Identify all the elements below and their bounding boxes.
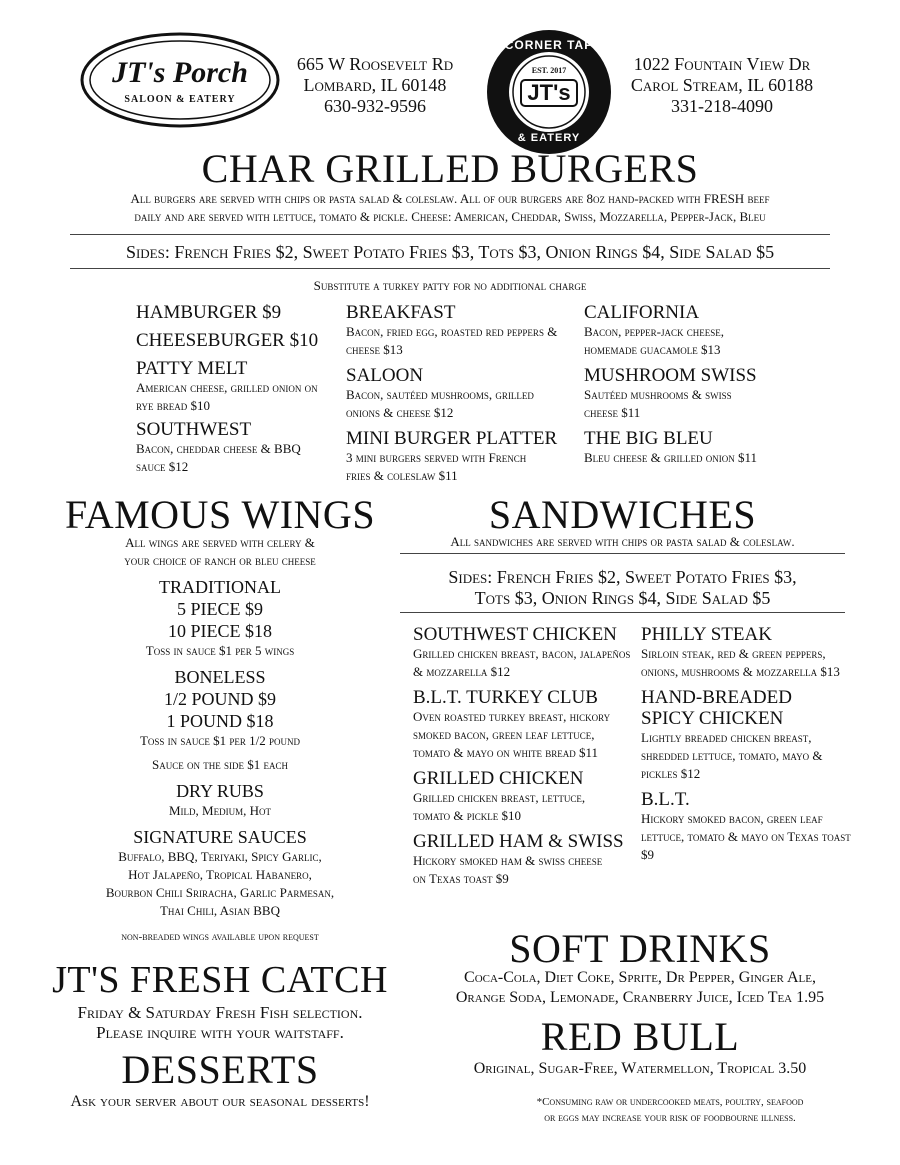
menu-item-desc: American cheese, grilled onion on rye bread $10 <box>136 380 318 413</box>
jts-porch-logo <box>80 32 280 128</box>
sandwiches-column-1 <box>413 624 635 888</box>
burgers-substitute-note: Substitute a turkey patty for no additional charge <box>313 278 587 293</box>
menu-item-desc: Bacon, cheddar cheese & BBQ sauce $12 <box>136 441 301 474</box>
fresh-catch-text <box>20 1003 420 1043</box>
burgers-title: CHAR GRILLED BURGERS <box>201 146 699 191</box>
sandwiches-column-2 <box>641 624 856 864</box>
desserts-line: Ask your server about our seasonal desserts! <box>70 1093 370 1110</box>
corner-tap-logo-name: JT's <box>527 80 571 105</box>
menu-item-desc: Hickory smoked bacon, green leaf lettuce, tomato & mayo on Texas toast $9 <box>641 811 851 862</box>
menu-item-name: HAMBURGER $9 <box>136 302 282 323</box>
right-location <box>612 54 832 117</box>
menu-item-name: CALIFORNIA <box>584 302 700 323</box>
disclaimer-line2: or eggs may increase your risk of foodbourne illness. <box>544 1112 796 1124</box>
menu-item-desc: Hickory smoked ham & swiss cheese on Texas toast $9 <box>413 853 603 886</box>
wings-signature-title: SIGNATURE SAUCES <box>133 827 307 847</box>
left-city: Lombard, IL 60148 <box>303 75 447 95</box>
wings-boneless-toss-note: Toss in sauce $1 per 1/2 pound <box>139 733 301 748</box>
sandwiches-sides <box>400 567 845 609</box>
burgers-column-3 <box>584 302 814 467</box>
menu-item-name: GRILLED CHICKEN <box>413 768 584 789</box>
fresh-catch-line1: Friday & Saturday Fresh Fish selection. <box>77 1003 363 1022</box>
wings-boneless-title: BONELESS <box>174 667 266 687</box>
sandwiches-sides-line1: Sides: French Fries $2, Sweet Potato Fries $3, <box>448 567 797 587</box>
wings-section <box>40 534 400 946</box>
menu-item-desc: Lightly breaded chicken breast, shredded lettuce, tomato, mayo & pickles $12 <box>641 730 823 781</box>
menu-item-desc: Oven roasted turkey breast, hickory smoked bacon, green leaf lettuce, tomato & mayo on white bread $11 <box>413 709 611 760</box>
wings-toss-note: Toss in sauce $1 per 5 wings <box>145 643 295 658</box>
health-disclaimer <box>470 1094 870 1126</box>
sandwiches-intro: All sandwiches are served with chips or pasta salad & coleslaw. <box>450 534 795 549</box>
divider <box>400 612 845 613</box>
menu-item-desc: Bacon, sautéed mushrooms, grilled onions & cheese $12 <box>346 387 534 420</box>
burgers-column-1 <box>136 302 336 476</box>
menu-item-name: SALOON <box>346 365 424 386</box>
soft-drinks-list <box>420 968 860 1008</box>
wings-signature-line1: Buffalo, BBQ, Teriyaki, Spicy Garlic, <box>118 849 322 864</box>
burgers-intro-line2: daily and are served with lettuce, tomato & pickle. Cheese: American, Cheddar, Swiss, Mozzarella, Pepper-Jack, Bleu <box>134 209 766 224</box>
soft-drinks-title: SOFT DRINKS <box>509 926 771 971</box>
burgers-intro <box>20 190 880 226</box>
left-street: 665 W Roosevelt Rd <box>296 54 454 74</box>
wings-half-pound: 1/2 POUND $9 <box>163 689 276 709</box>
corner-tap-logo-est: EST. 2017 <box>531 66 567 75</box>
wings-dry-rubs-title: DRY RUBS <box>176 781 264 801</box>
right-phone: 331-218-4090 <box>671 96 773 116</box>
menu-item-desc: Grilled chicken breast, bacon, jalapeños & mozzarella $12 <box>413 646 631 679</box>
corner-tap-logo-bottom: & EATERY <box>517 132 581 144</box>
wings-title: FAMOUS WINGS <box>64 492 376 537</box>
wings-traditional-title: TRADITIONAL <box>159 577 281 597</box>
wings-dry-rubs-list: Mild, Medium, Hot <box>169 803 271 818</box>
red-bull-title: RED BULL <box>540 1014 740 1059</box>
sandwiches-sides-line2: Tots $3, Onion Rings $4, Side Salad $5 <box>474 588 771 608</box>
menu-item-desc: Sautéed mushrooms & swiss cheese $11 <box>584 387 732 420</box>
divider <box>70 234 830 235</box>
porch-logo-name: JT's Porch <box>112 56 248 89</box>
red-bull-list: Original, Sugar-Free, Watermellon, Tropical 3.50 <box>473 1060 807 1077</box>
menu-item-name: THE BIG BLEU <box>584 428 713 449</box>
fresh-catch-title: JT'S FRESH CATCH <box>52 959 388 1001</box>
menu-item-name: B.L.T. TURKEY CLUB <box>413 687 598 708</box>
right-city: Carol Stream, IL 60188 <box>630 75 814 95</box>
menu-item-name: BREAKFAST <box>346 302 456 323</box>
menu-item-desc: Bacon, fried egg, roasted red peppers & cheese $13 <box>346 324 558 357</box>
burgers-column-2 <box>346 302 566 485</box>
fresh-catch-line2: Please inquire with your waitstaff. <box>96 1023 344 1042</box>
wings-signature-line2: Hot Jalapeño, Tropical Habanero, <box>128 867 312 882</box>
wings-intro-line1: All wings are served with celery & <box>125 535 315 550</box>
menu-item-name: B.L.T. <box>641 789 690 810</box>
menu-item-name: SOUTHWEST CHICKEN <box>413 624 617 645</box>
menu-item-name: PATTY MELT <box>136 358 248 379</box>
menu-item-desc: 3 mini burgers served with French fries & coleslaw $11 <box>346 450 527 483</box>
menu-item-name: HAND-BREADED SPICY CHICKEN <box>641 687 792 729</box>
menu-item-name: GRILLED HAM & SWISS <box>413 831 624 852</box>
desserts-title: DESSERTS <box>121 1047 319 1092</box>
menu-item-desc: Grilled chicken breast, lettuce, tomato & pickle $10 <box>413 790 586 823</box>
menu-item-desc: Sirloin steak, red & green peppers, onions, mushrooms & mozzarella $13 <box>641 646 840 679</box>
corner-tap-logo-top: CORNER TAP <box>504 38 594 52</box>
menu-item-desc: Bacon, pepper-jack cheese, homemade guacamole $13 <box>584 324 725 357</box>
menu-item-desc: Bleu cheese & grilled onion $11 <box>584 450 758 465</box>
disclaimer-line1: *Consuming raw or undercooked meats, poultry, seafood <box>536 1096 804 1108</box>
wings-intro-line2: your choice of ranch or bleu cheese <box>124 553 316 568</box>
wings-sauce-side-note: Sauce on the side $1 each <box>152 757 288 772</box>
porch-logo-sub: SALOON & EATERY <box>124 94 236 105</box>
sandwiches-title: SANDWICHES <box>488 492 757 537</box>
menu-item-name: MUSHROOM SWISS <box>584 365 757 386</box>
left-phone: 630-932-9596 <box>324 96 426 116</box>
burgers-intro-line1: All burgers are served with chips or pasta salad & coleslaw. All of our burgers are 8oz hand-packed with FRESH beef <box>130 191 770 206</box>
wings-one-pound: 1 POUND $18 <box>166 711 274 731</box>
divider <box>400 553 845 554</box>
menu-item-name: PHILLY STEAK <box>641 624 772 645</box>
soft-drinks-line2: Orange Soda, Lemonade, Cranberry Juice, Iced Tea 1.95 <box>455 989 825 1006</box>
burgers-sides: Sides: French Fries $2, Sweet Potato Fries $3, Tots $3, Onion Rings $4, Side Salad $5 <box>125 242 775 262</box>
wings-nonbreaded-note: non-breaded wings available upon request <box>121 931 319 943</box>
wings-5-piece: 5 PIECE $9 <box>176 599 263 619</box>
wings-signature-line3: Bourbon Chili Sriracha, Garlic Parmesan, <box>105 885 335 900</box>
divider <box>70 268 830 269</box>
wings-signature-line4: Thai Chili, Asian BBQ <box>159 903 280 918</box>
right-street: 1022 Fountain View Dr <box>633 54 811 74</box>
menu-item-name: SOUTHWEST <box>136 419 252 440</box>
menu-item-name: CHEESEBURGER $10 <box>136 330 319 351</box>
jts-corner-tap-logo <box>485 28 613 156</box>
left-location <box>280 54 470 117</box>
soft-drinks-line1: Coca-Cola, Diet Coke, Sprite, Dr Pepper, Ginger Ale, <box>464 969 816 986</box>
menu-item-name: MINI BURGER PLATTER <box>346 428 558 449</box>
wings-10-piece: 10 PIECE $18 <box>167 621 272 641</box>
